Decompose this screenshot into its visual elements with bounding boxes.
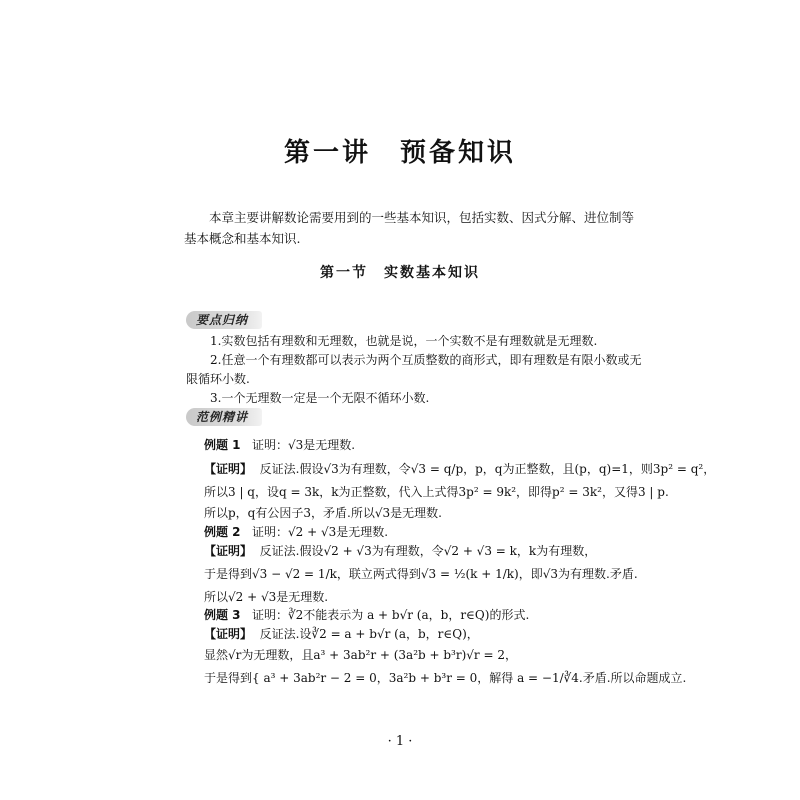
examples-banner: 范例精讲 <box>186 408 262 426</box>
summary-points <box>186 332 644 408</box>
proof-label: 【证明】 <box>204 462 253 476</box>
proof-text: 所以p，q有公因子3，矛盾.所以√3是无理数. <box>204 506 442 520</box>
proof-text: 反证法.设∛2 = a + b√r (a，b，r∈Q)， <box>259 627 479 641</box>
chapter-title: 第一讲 预备知识 <box>283 138 516 168</box>
section-title: 第一节 实数基本知识 <box>320 265 480 281</box>
proof-text: 所以√2 + √3是无理数. <box>204 590 329 604</box>
proof-label: 【证明】 <box>204 544 253 558</box>
proof-text: 反证法.假设√3为有理数，令√3 = q/p，p，q为正整数，且(p，q)=1，则3p² = q²， <box>259 462 716 476</box>
proof-line <box>204 670 686 686</box>
proof-label: 【证明】 <box>204 627 253 641</box>
summary-point: 1.实数包括有理数和无理数，也就是说，一个实数不是有理数就是无理数. <box>210 334 598 348</box>
proof-line <box>204 626 479 642</box>
summary-point: 2.任意一个有理数都可以表示为两个互质整数的商形式，即有理数是有限小数或无限循环小数. <box>186 353 642 386</box>
example-text: 证明：√2 + √3是无理数. <box>251 525 389 539</box>
proof-line <box>204 543 596 559</box>
example-label: 例题 1 <box>204 438 241 452</box>
proof-text: 所以3 | q，设q = 3k，k为正整数，代入上式得3p² = 9k²，即得p² = 3k²，又得3 | p. <box>204 485 669 499</box>
example-text: 证明：√3是无理数. <box>251 438 356 452</box>
proof-line <box>204 484 669 500</box>
page-number: · 1 · <box>387 734 413 749</box>
proof-line <box>204 647 517 663</box>
summary-banner: 要点归纳 <box>186 311 262 329</box>
example-label: 例题 2 <box>204 525 241 539</box>
proof-text: 显然√r为无理数，且a³ + 3ab²r + (3a²b + b³r)√r = 2， <box>204 648 517 662</box>
example-text: 证明：∛2不能表示为 a + b√r (a，b，r∈Q)的形式. <box>251 608 530 622</box>
example-line <box>204 437 355 453</box>
example-line <box>204 607 529 623</box>
intro-paragraph: 本章主要讲解数论需要用到的一些基本知识，包括实数、因式分解、进位制等基本概念和基本知识. <box>184 210 635 246</box>
example-line <box>204 524 388 540</box>
proof-text: 反证法.假设√2 + √3为有理数，令√2 + √3 = k，k为有理数， <box>259 544 597 558</box>
example-label: 例题 3 <box>204 608 241 622</box>
proof-text: 于是得到{ a³ + 3ab²r − 2 = 0，3a²b + b³r = 0，解得 a = −1/∛4.矛盾.所以命题成立. <box>204 671 687 685</box>
proof-line <box>204 461 715 477</box>
summary-point: 3.一个无理数一定是一个无限不循环小数. <box>210 391 430 405</box>
proof-line <box>204 589 328 605</box>
proof-text: 于是得到√3 − √2 = 1/k，联立两式得到√3 = ½(k + 1/k)，即√3为有理数.矛盾. <box>204 567 638 581</box>
proof-line <box>204 566 638 582</box>
proof-line <box>204 505 442 521</box>
